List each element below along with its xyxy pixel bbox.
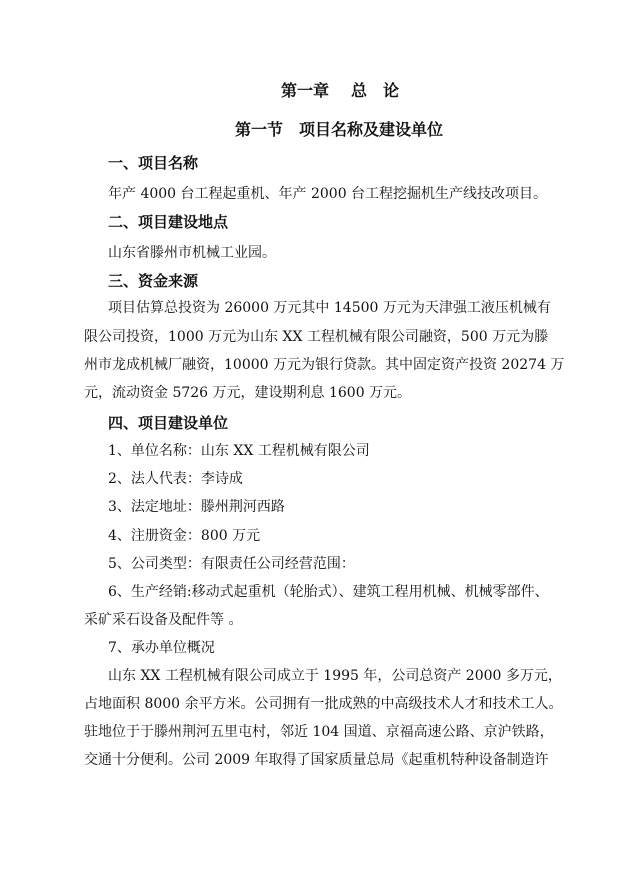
paragraph-overview-line-1: 山东 XX 工程机械有限公司成立于 1995 年，公司总资产 2000 多万元， (108, 668, 562, 684)
paragraph-overview-line-4: 交通十分便利。公司 2009 年取得了国家质量总局《起重机特种设备制造许 (84, 752, 549, 768)
list-item-unit-overview: 7、承办单位概况 (108, 640, 215, 656)
heading-project-name: 一、项目名称 (108, 154, 199, 172)
paragraph-project-name: 年产 4000 台工程起重机、年产 2000 台工程挖掘机生产线技改项目。 (108, 186, 548, 202)
list-item-business-line-2: 采矿采石设备及配件等 。 (84, 612, 243, 628)
list-item-legal-address: 3、法定地址：滕州荆河西路 (108, 499, 285, 515)
chapter-title (281, 81, 399, 101)
paragraph-funding-line-1: 项目估算总投资为 26000 万元其中 14500 万元为天津强工液压机械有 (108, 300, 551, 316)
list-item-company-type: 5、公司类型：有限责任公司经营范围： (108, 556, 355, 572)
heading-funding-source: 三、资金来源 (108, 272, 199, 290)
paragraph-overview-line-2: 占地面积 8000 余平方米。公司拥有一批成熟的中高级技术人才和技术工人。 (84, 696, 563, 712)
paragraph-funding-line-3: 州市龙成机械厂融资，10000 万元为银行贷款。其中固定资产投资 20274 万 (84, 357, 565, 373)
paragraph-project-location: 山东省滕州市机械工业园。 (108, 245, 276, 261)
list-item-business-line-1: 6、生产经销:移动式起重机（轮胎式）、建筑工程用机械、机械零部件、 (108, 584, 549, 600)
section-name: 项目名称及建设单位 (299, 120, 444, 139)
list-item-unit-name: 1、单位名称：山东 XX 工程机械有限公司 (108, 443, 370, 459)
paragraph-overview-line-3: 驻地位于于滕州荆河五里屯村，邻近 104 国道、京福高速公路、京沪铁路， (84, 724, 554, 740)
chapter-number: 第一章 (281, 81, 330, 100)
section-title (235, 120, 443, 140)
list-item-legal-rep: 2、法人代表：李诗成 (108, 471, 243, 487)
chapter-word-1: 总 (351, 81, 368, 100)
chapter-word-2: 论 (383, 81, 400, 100)
paragraph-funding-line-2: 限公司投资，1000 万元为山东 XX 工程机械有限公司融资，500 万元为滕 (84, 329, 549, 345)
section-number: 第一节 (235, 120, 284, 139)
heading-construction-unit: 四、项目建设单位 (108, 414, 229, 432)
paragraph-funding-line-4: 元，流动资金 5726 万元，建设期利息 1600 万元。 (84, 385, 412, 401)
heading-project-location: 二、项目建设地点 (108, 213, 229, 231)
list-item-registered-capital: 4、注册资金：800 万元 (108, 528, 261, 544)
